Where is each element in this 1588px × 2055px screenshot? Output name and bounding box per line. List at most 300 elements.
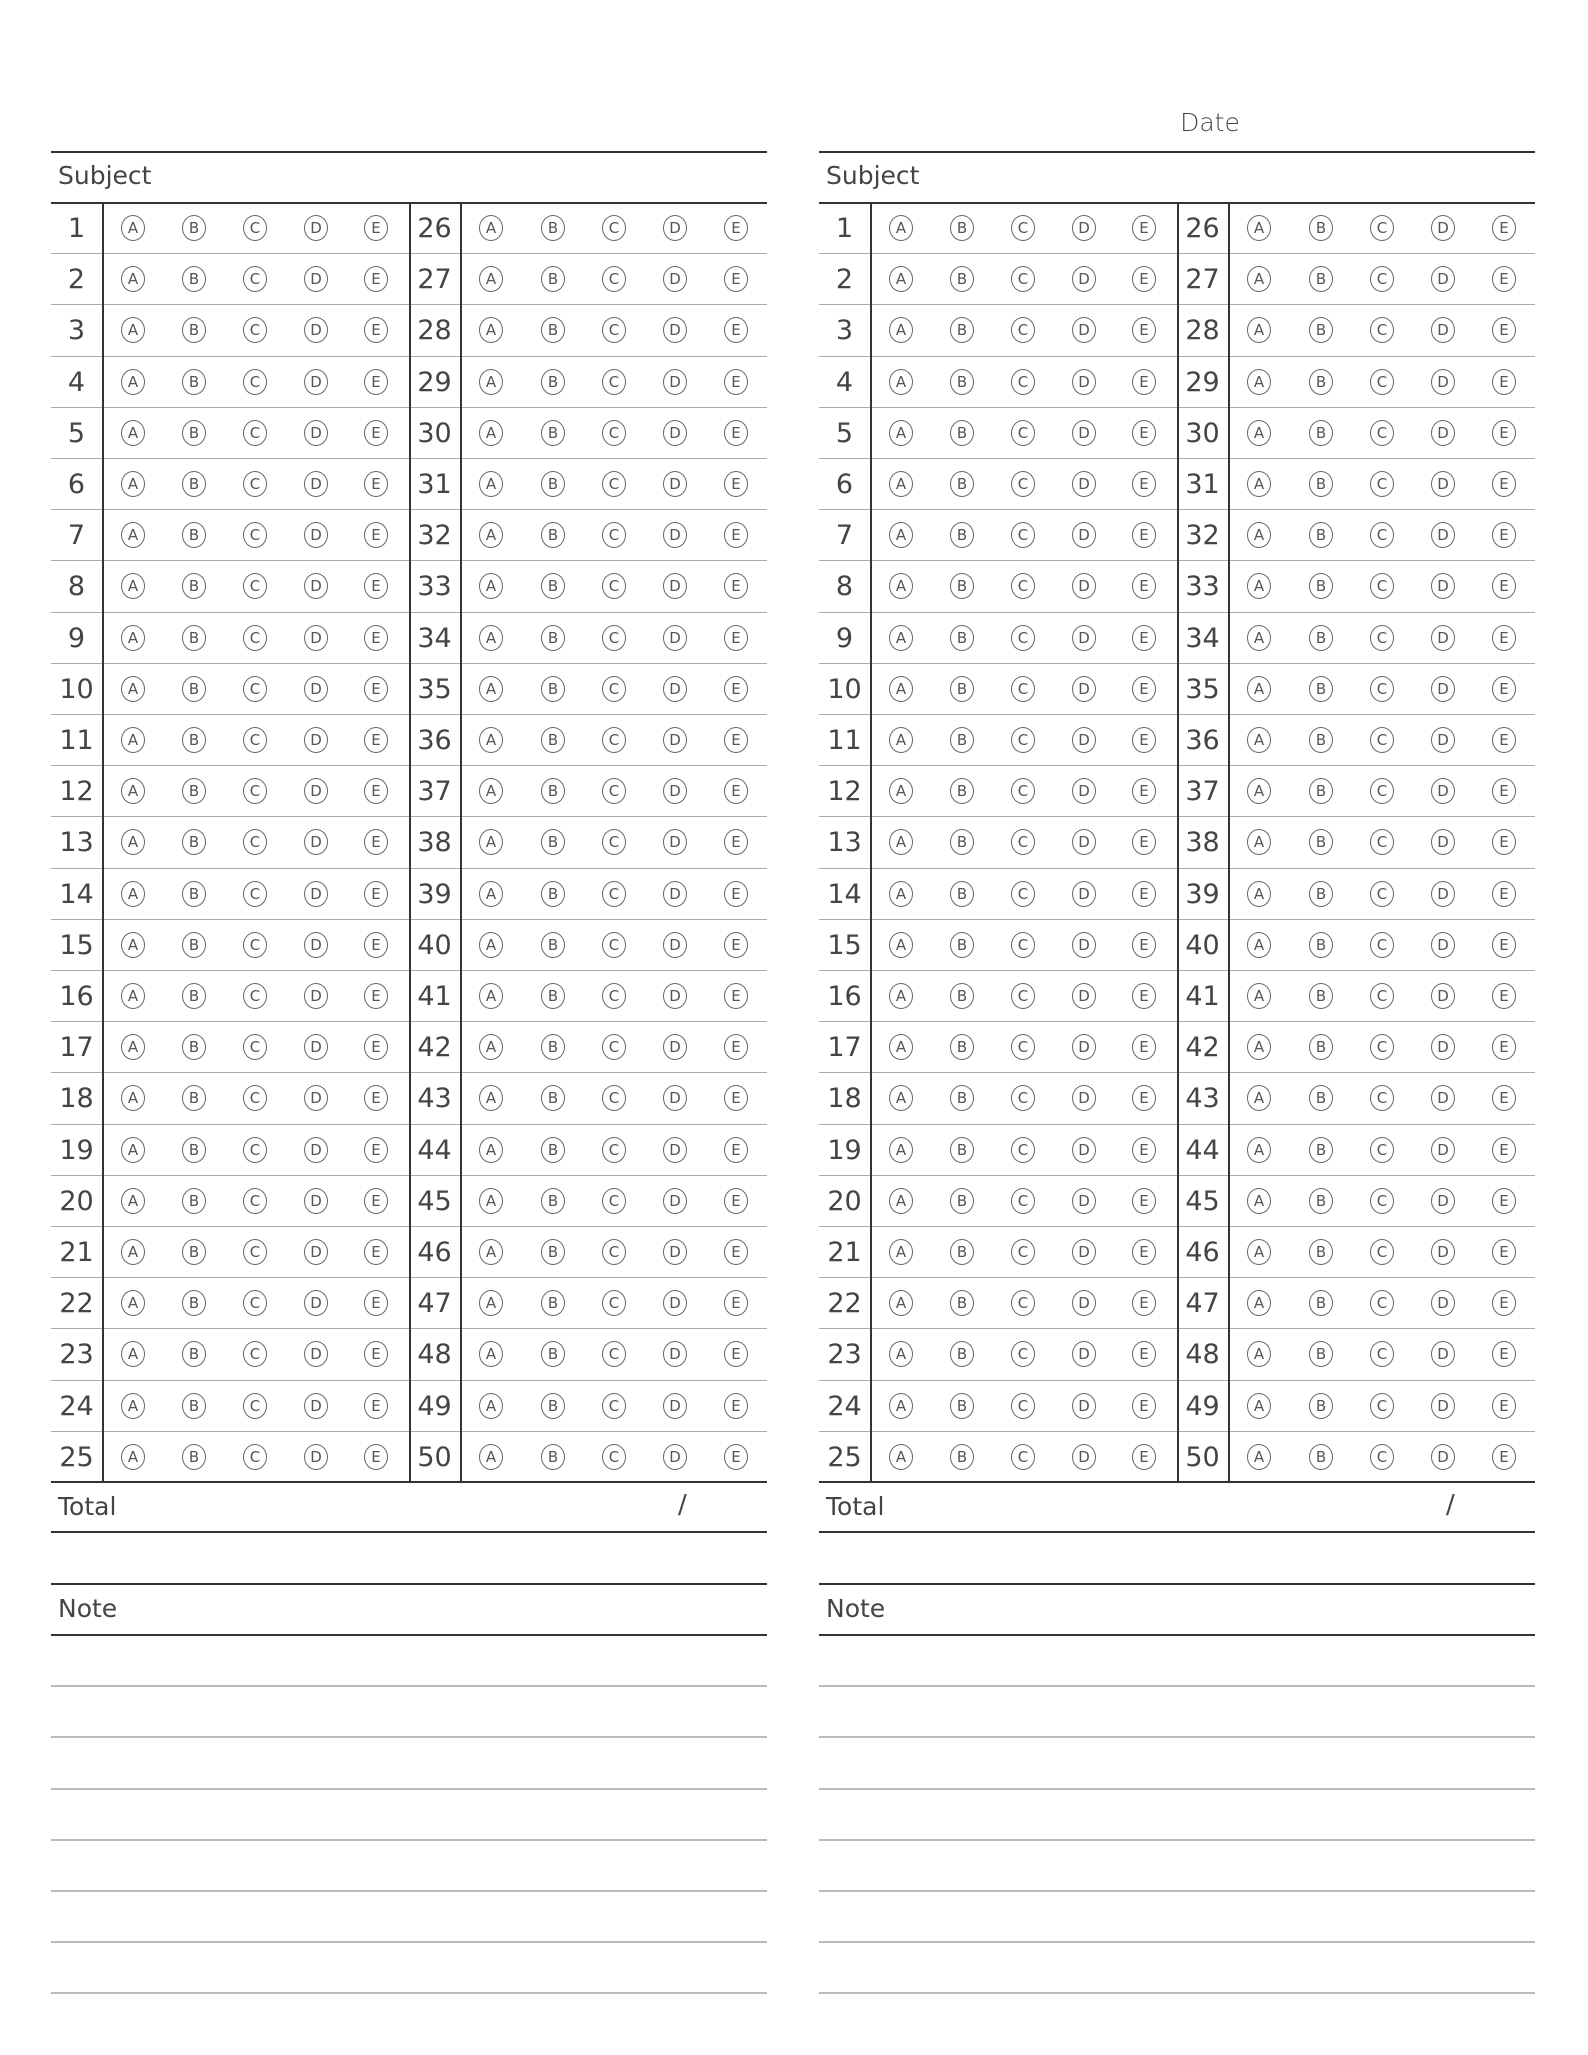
answer-bubble-b[interactable]: B bbox=[182, 778, 206, 804]
answer-bubble-e[interactable]: E bbox=[724, 317, 748, 343]
answer-bubble-e[interactable]: E bbox=[1132, 471, 1156, 497]
answer-bubble-b[interactable]: B bbox=[182, 215, 206, 241]
answer-bubble-c[interactable]: C bbox=[1011, 317, 1035, 343]
answer-bubble-b[interactable]: B bbox=[541, 932, 565, 958]
answer-bubble-d[interactable]: D bbox=[304, 829, 328, 855]
answer-bubble-e[interactable]: E bbox=[1492, 727, 1516, 753]
answer-bubble-d[interactable]: D bbox=[304, 932, 328, 958]
answer-bubble-a[interactable]: A bbox=[479, 317, 503, 343]
answer-bubble-c[interactable]: C bbox=[1011, 1137, 1035, 1163]
answer-bubble-b[interactable]: B bbox=[1309, 1188, 1333, 1214]
answer-bubble-b[interactable]: B bbox=[541, 881, 565, 907]
answer-bubble-d[interactable]: D bbox=[304, 625, 328, 651]
answer-bubble-b[interactable]: B bbox=[950, 471, 974, 497]
answer-bubble-a[interactable]: A bbox=[479, 420, 503, 446]
answer-bubble-d[interactable]: D bbox=[663, 1137, 687, 1163]
answer-bubble-e[interactable]: E bbox=[1132, 266, 1156, 292]
answer-bubble-b[interactable]: B bbox=[950, 1444, 974, 1470]
answer-bubble-d[interactable]: D bbox=[304, 471, 328, 497]
answer-bubble-d[interactable]: D bbox=[1072, 1188, 1096, 1214]
answer-bubble-c[interactable]: C bbox=[243, 881, 267, 907]
answer-bubble-c[interactable]: C bbox=[1370, 573, 1394, 599]
answer-bubble-a[interactable]: A bbox=[889, 727, 913, 753]
answer-bubble-c[interactable]: C bbox=[1370, 983, 1394, 1009]
answer-bubble-c[interactable]: C bbox=[1370, 369, 1394, 395]
answer-bubble-c[interactable]: C bbox=[243, 1085, 267, 1111]
answer-bubble-c[interactable]: C bbox=[1011, 1290, 1035, 1316]
answer-bubble-e[interactable]: E bbox=[724, 983, 748, 1009]
answer-bubble-a[interactable]: A bbox=[121, 1290, 145, 1316]
answer-bubble-b[interactable]: B bbox=[541, 1034, 565, 1060]
answer-bubble-e[interactable]: E bbox=[1132, 1188, 1156, 1214]
answer-bubble-c[interactable]: C bbox=[1370, 1188, 1394, 1214]
answer-bubble-d[interactable]: D bbox=[304, 573, 328, 599]
answer-bubble-b[interactable]: B bbox=[950, 369, 974, 395]
answer-bubble-a[interactable]: A bbox=[1247, 522, 1271, 548]
answer-bubble-d[interactable]: D bbox=[1072, 317, 1096, 343]
answer-bubble-e[interactable]: E bbox=[1132, 1444, 1156, 1470]
answer-bubble-d[interactable]: D bbox=[304, 215, 328, 241]
answer-bubble-c[interactable]: C bbox=[243, 727, 267, 753]
answer-bubble-a[interactable]: A bbox=[1247, 778, 1271, 804]
answer-bubble-e[interactable]: E bbox=[1492, 522, 1516, 548]
answer-bubble-b[interactable]: B bbox=[950, 778, 974, 804]
answer-bubble-c[interactable]: C bbox=[1370, 881, 1394, 907]
answer-bubble-e[interactable]: E bbox=[1132, 1137, 1156, 1163]
answer-bubble-d[interactable]: D bbox=[1072, 215, 1096, 241]
answer-bubble-a[interactable]: A bbox=[479, 471, 503, 497]
answer-bubble-a[interactable]: A bbox=[479, 573, 503, 599]
answer-bubble-d[interactable]: D bbox=[663, 676, 687, 702]
answer-bubble-a[interactable]: A bbox=[889, 1290, 913, 1316]
answer-bubble-b[interactable]: B bbox=[541, 1188, 565, 1214]
answer-bubble-a[interactable]: A bbox=[889, 1239, 913, 1265]
answer-bubble-b[interactable]: B bbox=[182, 1444, 206, 1470]
answer-bubble-c[interactable]: C bbox=[243, 522, 267, 548]
answer-bubble-d[interactable]: D bbox=[1431, 932, 1455, 958]
answer-bubble-a[interactable]: A bbox=[121, 676, 145, 702]
answer-bubble-b[interactable]: B bbox=[541, 1393, 565, 1419]
answer-bubble-c[interactable]: C bbox=[1370, 1085, 1394, 1111]
answer-bubble-d[interactable]: D bbox=[1072, 881, 1096, 907]
answer-bubble-d[interactable]: D bbox=[1072, 1341, 1096, 1367]
answer-bubble-c[interactable]: C bbox=[243, 829, 267, 855]
answer-bubble-e[interactable]: E bbox=[364, 829, 388, 855]
answer-bubble-e[interactable]: E bbox=[724, 1188, 748, 1214]
answer-bubble-e[interactable]: E bbox=[1132, 317, 1156, 343]
answer-bubble-c[interactable]: C bbox=[1011, 1393, 1035, 1419]
answer-bubble-b[interactable]: B bbox=[182, 266, 206, 292]
answer-bubble-e[interactable]: E bbox=[724, 1137, 748, 1163]
answer-bubble-c[interactable]: C bbox=[1370, 1239, 1394, 1265]
answer-bubble-e[interactable]: E bbox=[1132, 676, 1156, 702]
answer-bubble-b[interactable]: B bbox=[541, 625, 565, 651]
answer-bubble-e[interactable]: E bbox=[1492, 778, 1516, 804]
answer-bubble-c[interactable]: C bbox=[602, 1393, 626, 1419]
answer-bubble-a[interactable]: A bbox=[1247, 1444, 1271, 1470]
answer-bubble-d[interactable]: D bbox=[663, 266, 687, 292]
answer-bubble-a[interactable]: A bbox=[889, 1137, 913, 1163]
answer-bubble-e[interactable]: E bbox=[1132, 1393, 1156, 1419]
answer-bubble-a[interactable]: A bbox=[889, 215, 913, 241]
answer-bubble-a[interactable]: A bbox=[889, 1085, 913, 1111]
answer-bubble-c[interactable]: C bbox=[1011, 1188, 1035, 1214]
answer-bubble-c[interactable]: C bbox=[243, 215, 267, 241]
answer-bubble-e[interactable]: E bbox=[724, 881, 748, 907]
answer-bubble-e[interactable]: E bbox=[724, 829, 748, 855]
answer-bubble-c[interactable]: C bbox=[243, 778, 267, 804]
answer-bubble-e[interactable]: E bbox=[724, 932, 748, 958]
answer-bubble-a[interactable]: A bbox=[479, 778, 503, 804]
answer-bubble-d[interactable]: D bbox=[663, 1239, 687, 1265]
answer-bubble-c[interactable]: C bbox=[602, 420, 626, 446]
answer-bubble-e[interactable]: E bbox=[1492, 369, 1516, 395]
answer-bubble-a[interactable]: A bbox=[121, 1034, 145, 1060]
answer-bubble-c[interactable]: C bbox=[1011, 778, 1035, 804]
answer-bubble-e[interactable]: E bbox=[724, 625, 748, 651]
answer-bubble-a[interactable]: A bbox=[121, 625, 145, 651]
answer-bubble-e[interactable]: E bbox=[1492, 1137, 1516, 1163]
answer-bubble-a[interactable]: A bbox=[479, 625, 503, 651]
answer-bubble-c[interactable]: C bbox=[1370, 1034, 1394, 1060]
answer-bubble-c[interactable]: C bbox=[602, 727, 626, 753]
answer-bubble-b[interactable]: B bbox=[1309, 317, 1333, 343]
answer-bubble-d[interactable]: D bbox=[304, 1290, 328, 1316]
answer-bubble-a[interactable]: A bbox=[889, 317, 913, 343]
answer-bubble-e[interactable]: E bbox=[364, 215, 388, 241]
answer-bubble-c[interactable]: C bbox=[1370, 471, 1394, 497]
answer-bubble-d[interactable]: D bbox=[304, 522, 328, 548]
answer-bubble-b[interactable]: B bbox=[950, 573, 974, 599]
answer-bubble-b[interactable]: B bbox=[182, 317, 206, 343]
answer-bubble-e[interactable]: E bbox=[724, 1085, 748, 1111]
answer-bubble-c[interactable]: C bbox=[602, 1034, 626, 1060]
answer-bubble-a[interactable]: A bbox=[479, 215, 503, 241]
answer-bubble-a[interactable]: A bbox=[121, 932, 145, 958]
answer-bubble-b[interactable]: B bbox=[1309, 471, 1333, 497]
answer-bubble-d[interactable]: D bbox=[1072, 369, 1096, 395]
answer-bubble-e[interactable]: E bbox=[1492, 1444, 1516, 1470]
answer-bubble-b[interactable]: B bbox=[541, 573, 565, 599]
answer-bubble-e[interactable]: E bbox=[724, 1290, 748, 1316]
answer-bubble-b[interactable]: B bbox=[1309, 1239, 1333, 1265]
answer-bubble-d[interactable]: D bbox=[1431, 983, 1455, 1009]
answer-bubble-a[interactable]: A bbox=[121, 881, 145, 907]
answer-bubble-a[interactable]: A bbox=[889, 829, 913, 855]
answer-bubble-d[interactable]: D bbox=[663, 215, 687, 241]
answer-bubble-b[interactable]: B bbox=[950, 676, 974, 702]
answer-bubble-a[interactable]: A bbox=[889, 522, 913, 548]
answer-bubble-d[interactable]: D bbox=[663, 1393, 687, 1419]
answer-bubble-a[interactable]: A bbox=[479, 1188, 503, 1214]
answer-bubble-e[interactable]: E bbox=[364, 471, 388, 497]
answer-bubble-c[interactable]: C bbox=[1370, 727, 1394, 753]
answer-bubble-d[interactable]: D bbox=[304, 1393, 328, 1419]
answer-bubble-e[interactable]: E bbox=[724, 727, 748, 753]
answer-bubble-b[interactable]: B bbox=[182, 1393, 206, 1419]
answer-bubble-d[interactable]: D bbox=[1431, 1085, 1455, 1111]
answer-bubble-e[interactable]: E bbox=[364, 778, 388, 804]
answer-bubble-b[interactable]: B bbox=[950, 1239, 974, 1265]
answer-bubble-e[interactable]: E bbox=[1132, 932, 1156, 958]
answer-bubble-c[interactable]: C bbox=[1011, 573, 1035, 599]
answer-bubble-c[interactable]: C bbox=[1011, 829, 1035, 855]
answer-bubble-d[interactable]: D bbox=[1431, 573, 1455, 599]
answer-bubble-d[interactable]: D bbox=[663, 1341, 687, 1367]
answer-bubble-b[interactable]: B bbox=[1309, 625, 1333, 651]
answer-bubble-d[interactable]: D bbox=[304, 1137, 328, 1163]
answer-bubble-e[interactable]: E bbox=[1492, 215, 1516, 241]
answer-bubble-b[interactable]: B bbox=[1309, 829, 1333, 855]
answer-bubble-b[interactable]: B bbox=[541, 1341, 565, 1367]
answer-bubble-e[interactable]: E bbox=[364, 1034, 388, 1060]
answer-bubble-e[interactable]: E bbox=[364, 317, 388, 343]
answer-bubble-b[interactable]: B bbox=[541, 317, 565, 343]
answer-bubble-e[interactable]: E bbox=[364, 932, 388, 958]
answer-bubble-b[interactable]: B bbox=[541, 266, 565, 292]
answer-bubble-c[interactable]: C bbox=[1370, 522, 1394, 548]
answer-bubble-b[interactable]: B bbox=[950, 1393, 974, 1419]
answer-bubble-a[interactable]: A bbox=[1247, 1393, 1271, 1419]
answer-bubble-b[interactable]: B bbox=[950, 266, 974, 292]
answer-bubble-d[interactable]: D bbox=[663, 420, 687, 446]
answer-bubble-a[interactable]: A bbox=[479, 881, 503, 907]
answer-bubble-e[interactable]: E bbox=[364, 1188, 388, 1214]
answer-bubble-a[interactable]: A bbox=[889, 1188, 913, 1214]
answer-bubble-e[interactable]: E bbox=[1132, 369, 1156, 395]
answer-bubble-d[interactable]: D bbox=[1431, 1341, 1455, 1367]
answer-bubble-a[interactable]: A bbox=[1247, 932, 1271, 958]
answer-bubble-b[interactable]: B bbox=[182, 1239, 206, 1265]
answer-bubble-b[interactable]: B bbox=[182, 369, 206, 395]
answer-bubble-d[interactable]: D bbox=[304, 727, 328, 753]
answer-bubble-e[interactable]: E bbox=[364, 266, 388, 292]
answer-bubble-a[interactable]: A bbox=[1247, 829, 1271, 855]
answer-bubble-c[interactable]: C bbox=[1370, 215, 1394, 241]
answer-bubble-e[interactable]: E bbox=[364, 625, 388, 651]
answer-bubble-b[interactable]: B bbox=[1309, 983, 1333, 1009]
answer-bubble-b[interactable]: B bbox=[950, 727, 974, 753]
answer-bubble-d[interactable]: D bbox=[1072, 1137, 1096, 1163]
answer-bubble-b[interactable]: B bbox=[1309, 1034, 1333, 1060]
answer-bubble-a[interactable]: A bbox=[1247, 1188, 1271, 1214]
answer-bubble-c[interactable]: C bbox=[1370, 317, 1394, 343]
answer-bubble-a[interactable]: A bbox=[121, 1393, 145, 1419]
answer-bubble-b[interactable]: B bbox=[541, 829, 565, 855]
answer-bubble-d[interactable]: D bbox=[663, 625, 687, 651]
answer-bubble-a[interactable]: A bbox=[1247, 317, 1271, 343]
answer-bubble-a[interactable]: A bbox=[1247, 676, 1271, 702]
answer-bubble-c[interactable]: C bbox=[1370, 778, 1394, 804]
answer-bubble-e[interactable]: E bbox=[724, 215, 748, 241]
answer-bubble-b[interactable]: B bbox=[182, 522, 206, 548]
answer-bubble-a[interactable]: A bbox=[479, 369, 503, 395]
answer-bubble-e[interactable]: E bbox=[1492, 420, 1516, 446]
answer-bubble-e[interactable]: E bbox=[724, 1341, 748, 1367]
answer-bubble-a[interactable]: A bbox=[121, 266, 145, 292]
answer-bubble-d[interactable]: D bbox=[304, 1188, 328, 1214]
answer-bubble-b[interactable]: B bbox=[541, 471, 565, 497]
answer-bubble-e[interactable]: E bbox=[1492, 471, 1516, 497]
answer-bubble-a[interactable]: A bbox=[121, 522, 145, 548]
answer-bubble-a[interactable]: A bbox=[889, 266, 913, 292]
answer-bubble-e[interactable]: E bbox=[1132, 881, 1156, 907]
answer-bubble-a[interactable]: A bbox=[121, 1341, 145, 1367]
answer-bubble-b[interactable]: B bbox=[541, 522, 565, 548]
answer-bubble-b[interactable]: B bbox=[1309, 881, 1333, 907]
answer-bubble-c[interactable]: C bbox=[602, 471, 626, 497]
answer-bubble-a[interactable]: A bbox=[479, 1444, 503, 1470]
answer-bubble-b[interactable]: B bbox=[950, 829, 974, 855]
answer-bubble-d[interactable]: D bbox=[1431, 881, 1455, 907]
answer-bubble-b[interactable]: B bbox=[541, 778, 565, 804]
answer-bubble-c[interactable]: C bbox=[1370, 420, 1394, 446]
answer-bubble-b[interactable]: B bbox=[950, 932, 974, 958]
answer-bubble-b[interactable]: B bbox=[1309, 369, 1333, 395]
answer-bubble-d[interactable]: D bbox=[304, 676, 328, 702]
answer-bubble-a[interactable]: A bbox=[479, 522, 503, 548]
answer-bubble-b[interactable]: B bbox=[541, 1085, 565, 1111]
answer-bubble-c[interactable]: C bbox=[602, 676, 626, 702]
answer-bubble-c[interactable]: C bbox=[1370, 1137, 1394, 1163]
answer-bubble-e[interactable]: E bbox=[364, 727, 388, 753]
answer-bubble-c[interactable]: C bbox=[602, 983, 626, 1009]
answer-bubble-e[interactable]: E bbox=[1492, 881, 1516, 907]
answer-bubble-d[interactable]: D bbox=[1072, 1444, 1096, 1470]
answer-bubble-b[interactable]: B bbox=[1309, 778, 1333, 804]
answer-bubble-d[interactable]: D bbox=[1431, 420, 1455, 446]
answer-bubble-b[interactable]: B bbox=[950, 522, 974, 548]
answer-bubble-d[interactable]: D bbox=[304, 983, 328, 1009]
answer-bubble-d[interactable]: D bbox=[304, 1085, 328, 1111]
answer-bubble-d[interactable]: D bbox=[1431, 778, 1455, 804]
answer-bubble-e[interactable]: E bbox=[724, 778, 748, 804]
answer-bubble-d[interactable]: D bbox=[1072, 625, 1096, 651]
answer-bubble-d[interactable]: D bbox=[1431, 1290, 1455, 1316]
answer-bubble-c[interactable]: C bbox=[243, 1341, 267, 1367]
answer-bubble-e[interactable]: E bbox=[1492, 1034, 1516, 1060]
answer-bubble-c[interactable]: C bbox=[243, 1137, 267, 1163]
answer-bubble-b[interactable]: B bbox=[182, 1290, 206, 1316]
answer-bubble-d[interactable]: D bbox=[1431, 522, 1455, 548]
answer-bubble-c[interactable]: C bbox=[1370, 266, 1394, 292]
answer-bubble-b[interactable]: B bbox=[950, 881, 974, 907]
answer-bubble-b[interactable]: B bbox=[950, 1188, 974, 1214]
answer-bubble-b[interactable]: B bbox=[182, 1137, 206, 1163]
answer-bubble-b[interactable]: B bbox=[1309, 420, 1333, 446]
answer-bubble-c[interactable]: C bbox=[602, 1341, 626, 1367]
answer-bubble-a[interactable]: A bbox=[479, 1290, 503, 1316]
answer-bubble-c[interactable]: C bbox=[1370, 932, 1394, 958]
answer-bubble-a[interactable]: A bbox=[121, 1239, 145, 1265]
answer-bubble-c[interactable]: C bbox=[243, 317, 267, 343]
answer-bubble-a[interactable]: A bbox=[889, 573, 913, 599]
answer-bubble-e[interactable]: E bbox=[364, 573, 388, 599]
answer-bubble-a[interactable]: A bbox=[121, 369, 145, 395]
answer-bubble-c[interactable]: C bbox=[602, 932, 626, 958]
answer-bubble-e[interactable]: E bbox=[364, 522, 388, 548]
answer-bubble-d[interactable]: D bbox=[1431, 676, 1455, 702]
answer-bubble-a[interactable]: A bbox=[1247, 1034, 1271, 1060]
answer-bubble-d[interactable]: D bbox=[1072, 420, 1096, 446]
answer-bubble-c[interactable]: C bbox=[1011, 1341, 1035, 1367]
answer-bubble-b[interactable]: B bbox=[541, 420, 565, 446]
answer-bubble-c[interactable]: C bbox=[1370, 1290, 1394, 1316]
answer-bubble-b[interactable]: B bbox=[1309, 727, 1333, 753]
answer-bubble-e[interactable]: E bbox=[364, 1137, 388, 1163]
answer-bubble-d[interactable]: D bbox=[304, 778, 328, 804]
answer-bubble-d[interactable]: D bbox=[304, 1239, 328, 1265]
answer-bubble-c[interactable]: C bbox=[602, 829, 626, 855]
answer-bubble-a[interactable]: A bbox=[121, 1085, 145, 1111]
answer-bubble-d[interactable]: D bbox=[663, 522, 687, 548]
answer-bubble-b[interactable]: B bbox=[1309, 1290, 1333, 1316]
answer-bubble-e[interactable]: E bbox=[364, 420, 388, 446]
answer-bubble-e[interactable]: E bbox=[724, 1239, 748, 1265]
answer-bubble-e[interactable]: E bbox=[1132, 1239, 1156, 1265]
answer-bubble-e[interactable]: E bbox=[1132, 983, 1156, 1009]
answer-bubble-d[interactable]: D bbox=[304, 1034, 328, 1060]
answer-bubble-b[interactable]: B bbox=[541, 676, 565, 702]
answer-bubble-c[interactable]: C bbox=[1370, 829, 1394, 855]
answer-bubble-c[interactable]: C bbox=[602, 317, 626, 343]
answer-bubble-a[interactable]: A bbox=[889, 369, 913, 395]
answer-bubble-e[interactable]: E bbox=[1132, 829, 1156, 855]
answer-bubble-e[interactable]: E bbox=[724, 420, 748, 446]
answer-bubble-c[interactable]: C bbox=[1011, 369, 1035, 395]
answer-bubble-e[interactable]: E bbox=[364, 881, 388, 907]
answer-bubble-b[interactable]: B bbox=[182, 625, 206, 651]
answer-bubble-a[interactable]: A bbox=[121, 983, 145, 1009]
answer-bubble-d[interactable]: D bbox=[1072, 778, 1096, 804]
answer-bubble-d[interactable]: D bbox=[304, 369, 328, 395]
answer-bubble-a[interactable]: A bbox=[121, 1444, 145, 1470]
answer-bubble-b[interactable]: B bbox=[182, 983, 206, 1009]
answer-bubble-e[interactable]: E bbox=[364, 676, 388, 702]
answer-bubble-c[interactable]: C bbox=[602, 1239, 626, 1265]
answer-bubble-d[interactable]: D bbox=[1072, 1393, 1096, 1419]
answer-bubble-a[interactable]: A bbox=[889, 420, 913, 446]
answer-bubble-a[interactable]: A bbox=[479, 983, 503, 1009]
answer-bubble-d[interactable]: D bbox=[663, 1188, 687, 1214]
answer-bubble-e[interactable]: E bbox=[1492, 1188, 1516, 1214]
answer-bubble-c[interactable]: C bbox=[1011, 1034, 1035, 1060]
answer-bubble-b[interactable]: B bbox=[182, 676, 206, 702]
answer-bubble-a[interactable]: A bbox=[889, 1341, 913, 1367]
answer-bubble-e[interactable]: E bbox=[1132, 573, 1156, 599]
answer-bubble-a[interactable]: A bbox=[1247, 573, 1271, 599]
answer-bubble-b[interactable]: B bbox=[950, 1290, 974, 1316]
answer-bubble-d[interactable]: D bbox=[663, 727, 687, 753]
answer-bubble-d[interactable]: D bbox=[1431, 1239, 1455, 1265]
answer-bubble-b[interactable]: B bbox=[1309, 932, 1333, 958]
answer-bubble-c[interactable]: C bbox=[243, 932, 267, 958]
answer-bubble-e[interactable]: E bbox=[364, 1444, 388, 1470]
answer-bubble-c[interactable]: C bbox=[243, 1393, 267, 1419]
answer-bubble-d[interactable]: D bbox=[304, 420, 328, 446]
answer-bubble-b[interactable]: B bbox=[1309, 215, 1333, 241]
answer-bubble-a[interactable]: A bbox=[121, 1137, 145, 1163]
answer-bubble-a[interactable]: A bbox=[479, 1393, 503, 1419]
answer-bubble-c[interactable]: C bbox=[602, 215, 626, 241]
answer-bubble-d[interactable]: D bbox=[1072, 1034, 1096, 1060]
answer-bubble-a[interactable]: A bbox=[121, 829, 145, 855]
answer-bubble-b[interactable]: B bbox=[182, 1341, 206, 1367]
answer-bubble-d[interactable]: D bbox=[663, 573, 687, 599]
answer-bubble-c[interactable]: C bbox=[602, 1137, 626, 1163]
answer-bubble-a[interactable]: A bbox=[1247, 881, 1271, 907]
answer-bubble-b[interactable]: B bbox=[950, 420, 974, 446]
